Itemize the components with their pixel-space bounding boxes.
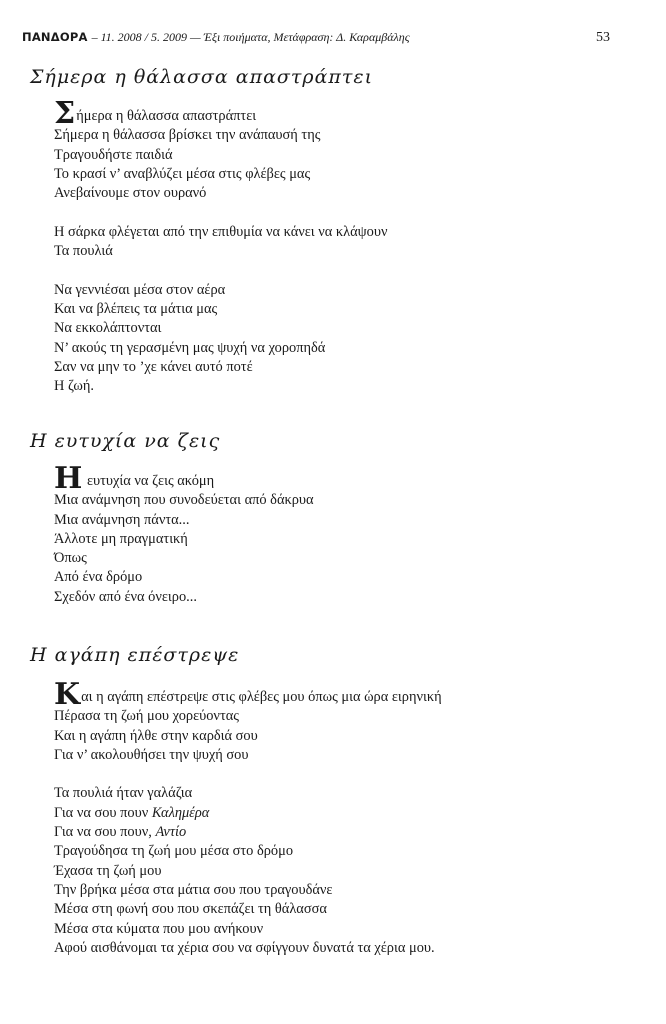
italic-word: Αντίο (155, 824, 187, 841)
poem-line: Ν’ ακούς τη γερασμένη μας ψυχή να χοροπηδά (54, 339, 326, 356)
drop-cap: Σ (54, 96, 76, 131)
running-header (22, 30, 610, 46)
poem-body (54, 461, 644, 607)
poem-line (54, 461, 644, 496)
stanza-break (54, 765, 644, 784)
poem-line (54, 96, 644, 131)
poem-line: Και η αγάπη ήλθε στην καρδιά σου (54, 727, 258, 744)
poem-line (54, 804, 644, 823)
poem-line: Να εκκολάπτονται (54, 320, 162, 337)
poem-line: Η σάρκα φλέγεται από την επιθυμία να κάνει να κλάψουν (54, 223, 388, 240)
poem-title: Η αγάπη επέστρεψε (30, 644, 240, 666)
poem-line: Τα πουλιά (54, 243, 113, 260)
poem-line: Ανεβαίνουμε στον ουρανό (54, 185, 207, 202)
poem-line: Για ν’ ακολουθήσει την ψυχή σου (54, 746, 249, 763)
poem-line: Τραγούδησα τη ζωή μου μέσα στο δρόμο (54, 843, 294, 860)
poem-line: Τραγουδήστε παιδιά (54, 146, 173, 163)
poem-line (54, 823, 644, 842)
poem-title: Σήμερα η θάλασσα απαστράπτει (30, 66, 374, 88)
drop-cap: Κ (54, 677, 81, 712)
poem-title: Η ευτυχία να ζεις (30, 430, 221, 452)
poem-line: Μέσα στη φωνή σου που σκεπάζει τη θάλασσα (54, 901, 327, 918)
journal-brand: ΠΑΝΔΟΡΑ (22, 30, 88, 44)
stanza-break (54, 261, 644, 280)
poem-body (54, 96, 644, 396)
poem-line: Να γεννιέσαι μέσα στον αέρα (54, 281, 226, 298)
poem-line: Η ζωή. (54, 378, 95, 395)
poem-line (54, 677, 644, 712)
poem-line: Σχεδόν από ένα όνειρο... (54, 588, 197, 605)
poem-line: Τα πουλιά ήταν γαλάζια (54, 785, 193, 802)
page-number: 53 (596, 30, 610, 45)
poem-line: Μια ανάμνηση που συνοδεύεται από δάκρυα (54, 492, 314, 509)
first-line-text: ήμερα η θάλασσα απαστράπτει (76, 108, 257, 124)
poem-line: Την βρήκα μέσα στα μάτια σου που τραγουδάνε (54, 881, 333, 898)
drop-cap: Η (54, 461, 83, 496)
first-line-text: αι η αγάπη επέστρεψε στις φλέβες μου όπως μια ώρα ειρηνική (81, 689, 442, 705)
line-text: Για να σου πουν, (54, 824, 156, 841)
poem-line: Αφού αισθάνομαι τα χέρια σου να σφίγγουν δυνατά τα χέρια μου. (54, 939, 435, 956)
poem-line: Το κρασί ν’ αναβλύζει μέσα στις φλέβες μας (54, 165, 311, 182)
first-line-text: ευτυχία να ζεις ακόμη (83, 473, 215, 489)
poem-line: Έχασα τη ζωή μου (54, 862, 162, 879)
running-title: – 11. 2008 / 5. 2009 — Έξι ποιήματα, Μετάφραση: Δ. Καραμβάλης (91, 30, 410, 44)
poem-line: Από ένα δρόμο (54, 569, 143, 586)
stanza-break (54, 203, 644, 222)
poem-line: Μια ανάμνηση πάντα... (54, 511, 190, 528)
poem-line: Σαν να μην το ’χε κάνει αυτό ποτέ (54, 358, 253, 375)
poem-line: Άλλοτε μη πραγματική (54, 530, 188, 547)
italic-word: Καλημέρα (151, 804, 210, 821)
poem-line: Όπως (54, 550, 87, 567)
poem-line: Σήμερα η θάλασσα βρίσκει την ανάπαυσή της (54, 127, 321, 144)
poem-line: Πέρασα τη ζωή μου χορεύοντας (54, 708, 239, 725)
line-text: Για να σου πουν (54, 804, 152, 821)
poem-body (54, 677, 644, 958)
poem-line: Και να βλέπεις τα μάτια μας (54, 300, 218, 317)
poem-line: Μέσα στα κύματα που μου ανήκουν (54, 920, 264, 937)
